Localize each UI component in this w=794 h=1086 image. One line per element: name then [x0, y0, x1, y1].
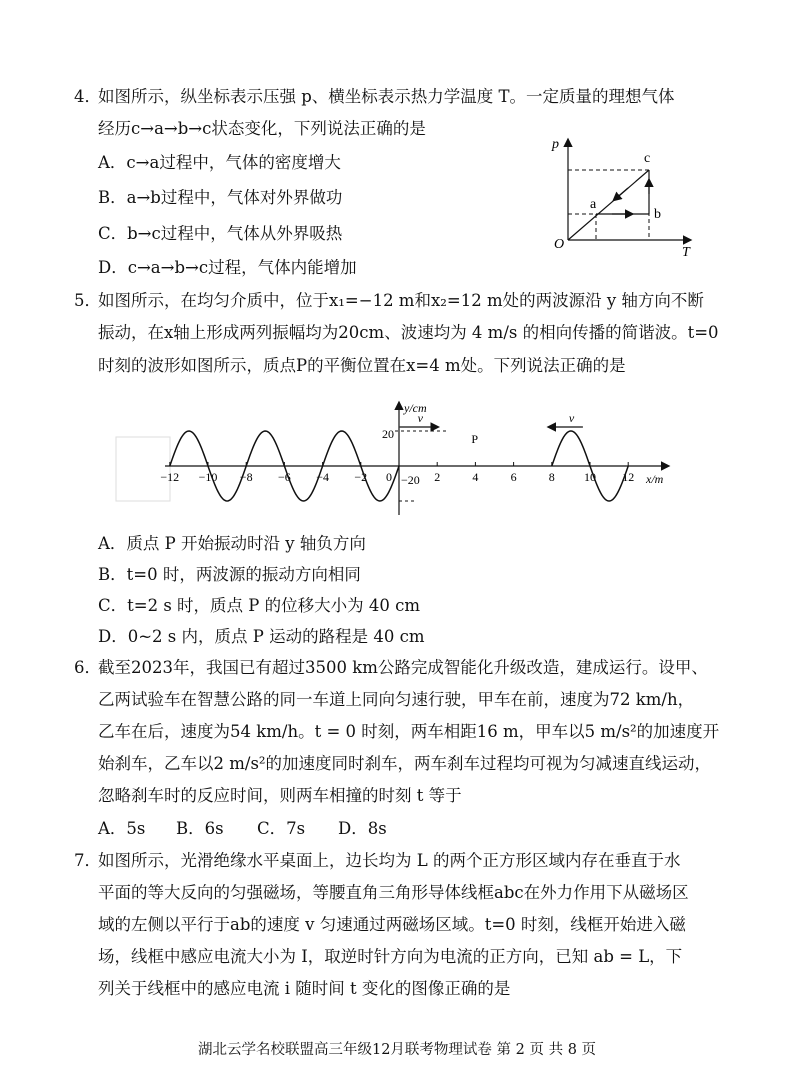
- q5-line2: 振动，在x轴上形成两列振幅均为20cm、波速均为 4 m/s 的相向传播的简谐波。t=0: [98, 323, 719, 342]
- q4-line2: 经历c→a→b→c状态变化，下列说法正确的是: [98, 119, 426, 138]
- y-tick-minus20: −20: [401, 473, 420, 487]
- q4-option-a: A．c→a过程中，气体的密度增大: [98, 153, 341, 172]
- q5-line1: 如图所示，在均匀介质中，位于x₁=−12 m和x₂=12 m处的两波源沿 y 轴方向不断: [98, 291, 704, 310]
- q6-number: 6．: [74, 658, 101, 677]
- q7-line3: 域的左侧以平行于ab的速度 v 匀速通过两磁场区域。t=0 时刻，线框开始进入磁: [98, 915, 686, 934]
- p-axis-label: p: [552, 137, 559, 152]
- q7-line2: 平面的等大反向的匀强磁场，等腰直角三角形导体线框abc在外力作用下从磁场区: [98, 883, 689, 902]
- x-tick-label: 2: [434, 470, 441, 484]
- q6-line5: 忽略刹车时的反应时间，则两车相撞的时刻 t 等于: [98, 786, 462, 805]
- q4-number: 4．: [74, 87, 101, 106]
- q6-line2: 乙两试验车在智慧公路的同一车道上同向匀速行驶，甲车在前，速度为72 km/h，: [98, 690, 695, 709]
- q6-option-b: B．6s: [176, 819, 224, 838]
- x-axis-label: x/m: [646, 472, 664, 486]
- x-tick-label: −4: [316, 470, 329, 484]
- x-tick-label: −12: [160, 470, 180, 484]
- c-to-a-arrow: [614, 188, 628, 200]
- q4-pt-diagram: [540, 132, 710, 262]
- x-tick-label: −8: [239, 470, 253, 484]
- y-tick-20: 20: [382, 427, 394, 441]
- q6-option-a: A．5s: [98, 819, 146, 838]
- q5-number: 5．: [74, 291, 101, 310]
- q5-option-c: C．t=2 s 时，质点 P 的位移大小为 40 cm: [98, 596, 420, 615]
- q5-wave-chart: [110, 395, 690, 525]
- x-tick-label: −2: [354, 470, 368, 484]
- point-c-label: c: [644, 151, 651, 166]
- q4-option-b: B．a→b过程中，气体对外界做功: [98, 188, 343, 207]
- x-tick-label: 10: [584, 470, 596, 484]
- x-tick-label: 6: [510, 470, 517, 484]
- point-a-label: a: [590, 197, 597, 212]
- c-to-a-line: [568, 170, 649, 240]
- q6-line1: 截至2023年，我国已有超过3500 km公路完成智能化升级改造，建成运行。设甲、: [98, 658, 708, 677]
- q4-option-d: D．c→a→b→c过程，气体内能增加: [98, 258, 357, 277]
- q7-line4: 场，线框中感应电流大小为 I，取逆时针方向为电流的正方向，已知 ab = L，下: [98, 947, 683, 966]
- q7-line5: 列关于线框中的感应电流 i 随时间 t 变化的图像正确的是: [98, 979, 511, 998]
- q5-option-d: D．0~2 s 内，质点 P 运动的路程是 40 cm: [98, 627, 425, 646]
- q6-line4: 始刹车，乙车以2 m/s²的加速度同时刹车，两车刹车过程均可视为匀减速直线运动，: [98, 754, 712, 773]
- x-tick-label: 4: [472, 470, 479, 484]
- velocity-right-label: v: [568, 411, 575, 425]
- faint-box: [116, 437, 170, 501]
- q6-line3: 乙车在后，速度为54 km/h。t = 0 时刻，两车相距16 m，甲车以5 m/s²的加速度开: [98, 722, 720, 741]
- point-b-label: b: [654, 207, 661, 222]
- point-p-label: P: [471, 432, 479, 446]
- origin-label: O: [554, 237, 565, 252]
- q7-number: 7．: [74, 851, 101, 870]
- q4-option-c: C．b→c过程中，气体从外界吸热: [98, 224, 343, 243]
- x-tick-label: 8: [548, 470, 555, 484]
- q6-option-c: C．7s: [257, 819, 306, 838]
- x-tick-label: 0: [386, 470, 392, 484]
- page-footer: 湖北云学名校联盟高三年级12月联考物理试卷 第 2 页 共 8 页: [197, 1042, 597, 1058]
- x-tick-label: −10: [198, 470, 218, 484]
- velocity-left-label: v: [417, 411, 423, 425]
- x-tick-label: 12: [622, 470, 635, 484]
- q5-option-b: B．t=0 时，两波源的振动方向相同: [98, 565, 361, 584]
- x-tick-label: −6: [278, 470, 291, 484]
- t-axis-label: T: [682, 245, 690, 260]
- q5-line3: 时刻的波形如图所示，质点P的平衡位置在x=4 m处。下列说法正确的是: [98, 356, 626, 375]
- q4-line1: 如图所示，纵坐标表示压强 p、横坐标表示热力学温度 T。一定质量的理想气体: [98, 87, 675, 106]
- q6-option-d: D．8s: [338, 819, 387, 838]
- q5-option-a: A．质点 P 开始振动时沿 y 轴负方向: [98, 534, 366, 553]
- q7-line1: 如图所示，光滑绝缘水平桌面上，边长均为 L 的两个正方形区域内存在垂直于水: [98, 851, 681, 870]
- y-axis-label: y/cm: [404, 401, 427, 415]
